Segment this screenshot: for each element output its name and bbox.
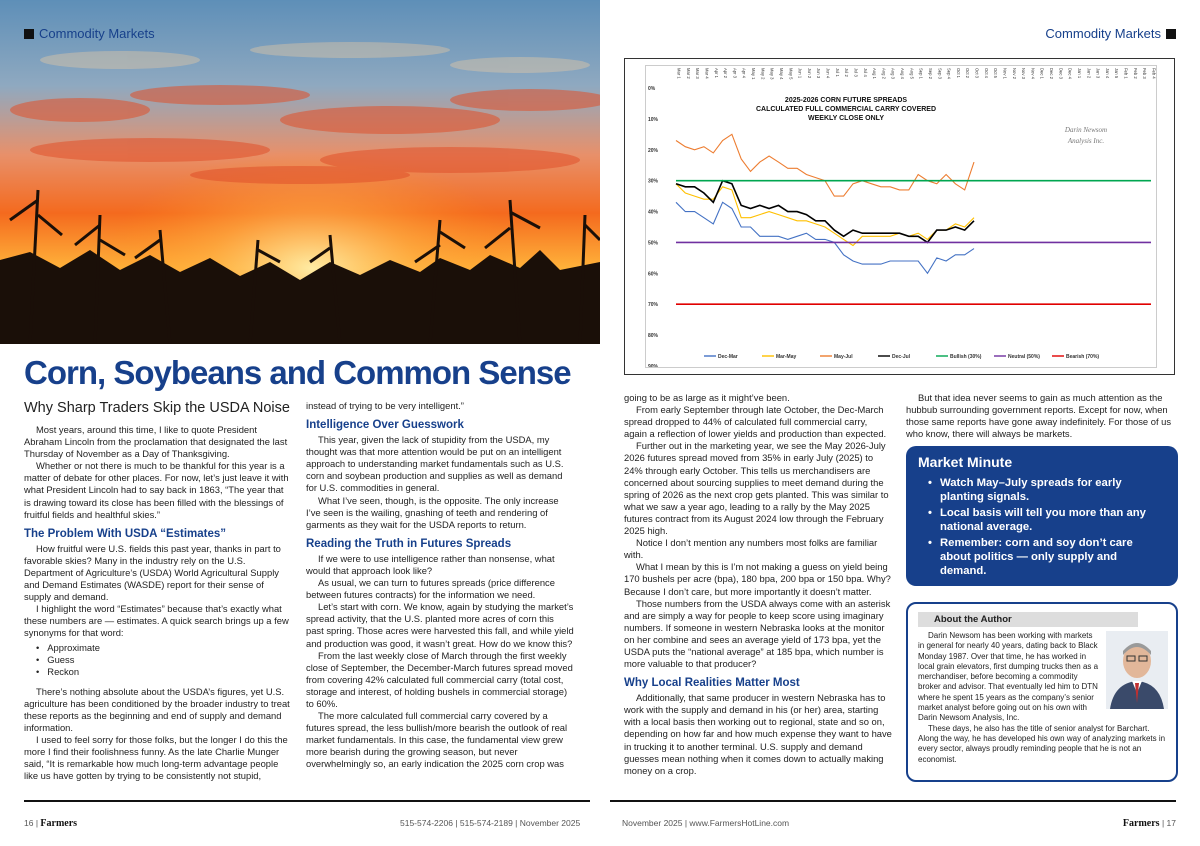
x-tick-label: Jul 2 [844,68,850,77]
x-tick-label: May 2 [760,68,766,80]
x-tick-label: Oct 1 [955,68,961,79]
section-heading: The Problem With USDA “Estimates” [24,527,227,540]
legend-label: Dec-Jul [892,354,911,360]
y-tick-label: 80% [648,333,659,340]
chart-title: 2025-2026 CORN FUTURE SPREADS [784,97,908,104]
article-column-4 [906,392,1178,440]
chart-title: WEEKLY CLOSE ONLY [808,115,884,122]
x-tick-label: Feb 1 [1123,68,1129,79]
section-heading: Intelligence Over Guesswork [306,419,464,432]
market-minute-list [918,476,1166,578]
footer-phones: 515-574-2206 | 515-574-2189 | November 2025 [400,818,581,828]
paragraph: Let’s start with corn. We know, again by studying the market’s spread activity, that the U.S. planted more acres of corn this past spring. Those acres were harvested this fall, and while yield and production was good, it wasn’t great. How do we know this? [306,601,574,649]
x-tick-label: Aug 2 [881,68,887,79]
paragraph: Whether or not there is much to be thankful for this year is a matter of debate for other places. For now, let’s just leave it with what President Lincoln had to say back in 1863, “The year that is drawing toward its close has been filled with the blessings of fruitful fields and healthful skies.” [24,460,289,520]
footer-right: Farmers | 17 [1122,818,1176,829]
paragraph: But that idea never seems to gain as much attention as the hubbub surrounding government reports. Except for now, when those same reports have gone away indefinitely. For those of us who know, there will always be markets. [906,392,1172,440]
list-item: • Local basis will tell you more than any national average. [918,506,1166,534]
y-tick-label: 70% [648,302,659,309]
paragraph: I highlight the word “Estimates” because that’s exactly what these numbers are — estimates. A quick search brings up a few synonyms for that word: [24,603,289,639]
paragraph: Those numbers from the USDA always come with an asterisk and are simply a way for people to keep score using imaginary numbers. If someone in western Nebraska looks at the monitor on her combine and sees an average yield of 173 bpa, yet the USDA puts the “national average” at 185 bpa, which number is more valuable to that producer? [624,597,891,670]
x-tick-label: Nov 3 [1021,68,1027,79]
x-tick-label: Feb 2 [1132,68,1138,79]
x-tick-label: Nov 1 [1002,68,1008,79]
paragraph: There’s nothing absolute about the USDA’s figures, yet U.S. agriculture has been conditioned by the broader industry to treat these reports as the beginning and end of supply and demand information. [24,685,290,734]
x-tick-label: Feb 3 [1142,68,1148,79]
x-tick-label: Mar 2 [685,68,691,79]
y-tick-label: 90% [648,364,659,367]
legend-label: May-Jul [834,354,853,360]
x-tick-label: Nov 2 [1011,68,1017,79]
y-tick-label: 10% [648,116,659,123]
paragraph: What I’ve seen, though, is the opposite. The only increase I’ve seen is the wailing, gnashing of teeth and rendering of garments as they wait for the USDA reports to return. [306,494,559,530]
section-label: Commodity Markets [1045,26,1161,41]
paragraph: If we were to use intelligence rather than nonsense, what would that approach look like? [306,552,555,576]
section-heading: Reading the Truth in Futures Spreads [306,537,512,550]
legend-label: Dec-Mar [718,354,738,360]
y-tick-label: 40% [648,209,659,216]
paragraph: From the last weekly close of March through the first weekly close of September, the December-March futures spread moved from covering 42% calculated full commercial carry (total cost, storage and interest, of holding bushels in commercial storage) to 60%. [306,649,573,709]
paragraph: As usual, we can turn to futures spreads (price difference between futures contracts) for the information we need. [306,577,555,601]
x-tick-label: Sep 4 [946,68,952,79]
legend-label: Bullish (30%) [950,354,982,360]
list-item: • Watch May–July spreads for early planting signals. [918,476,1166,504]
square-icon [1166,29,1176,39]
x-tick-label: Jul 4 [862,68,868,77]
x-tick-label: Jan 1 [1076,68,1082,79]
x-tick-label: May 1 [751,68,757,80]
paragraph: From early September through late October, the Dec-March spread dropped to 44% of calculated full commercial carry, again a reflection of lower yields and production than expected. [624,404,887,440]
square-icon [24,29,34,39]
market-minute-box [906,446,1178,586]
x-tick-label: Oct 4 [983,68,989,79]
x-tick-label: Jun 2 [806,68,812,79]
x-tick-label: Apr 3 [732,68,738,79]
x-tick-label: Jul 1 [834,68,840,77]
x-tick-label: Oct 3 [974,68,980,79]
x-tick-label: Dec 2 [1049,68,1055,79]
paragraph: I used to feel sorry for those folks, but the longer I do this the more I find their foolishness funny. As the late Charlie Munger said, “It is remarkable how much long-term advantage people like us have gotten by trying to be consistently not stupid, [24,734,288,782]
series-line [676,184,974,246]
x-tick-label: Apr 1 [713,68,719,79]
x-tick-label: Nov 4 [1030,68,1036,79]
y-tick-label: 30% [648,178,659,185]
sunset-cornfield-illustration [0,0,600,344]
legend-label: Bearish (70%) [1066,354,1100,360]
x-tick-label: Dec 1 [1039,68,1045,79]
chart-watermark: Darin Newsom [1064,126,1108,134]
article-subtitle: Why Sharp Traders Skip the USDA Noise [24,400,290,416]
paragraph: Most years, around this time, I like to quote President Abraham Lincoln from the proclamation that designated the last Thursday of November as a Day of Thanksgiving. [24,424,288,460]
article-column-3 [624,392,892,777]
x-tick-label: Feb 4 [1151,68,1156,79]
about-author-box [906,602,1178,782]
paragraph: How fruitful were U.S. fields this past year, thanks in part to favorable skies? Many in the industry rely on the U.S. Department of Agriculture’s (USDA) World Agricultural Supply and Demand Estimates (WASDE) report for their sense of supply and demand. [24,542,281,603]
x-tick-label: Jun 4 [825,68,831,79]
list-item: • Reckon [36,666,292,678]
x-tick-label: Dec 3 [1058,68,1064,79]
article-column-1 [24,424,292,783]
x-tick-label: Aug 1 [872,68,878,79]
x-tick-label: Mar 3 [695,68,701,79]
paragraph: going to be as large as it might’ve been. [624,392,790,403]
market-minute-title: Market Minute [918,454,1013,470]
chart-svg [646,66,1156,367]
paragraph: instead of trying to be very intelligent.” [306,400,464,411]
footer-left: 16 | Farmers [24,818,78,829]
paragraph: These days, he also has the title of senior analyst for Barchart. Along the way, he has developed his own way of analyzing markets in every sector, always proudly reminding people that he is not an economist. [918,723,1166,764]
publication-logo: Farmers [40,818,78,829]
paragraph: Additionally, that same producer in western Nebraska has to work with the supply and demand in his (or her) area, starting with a local basis then working out to regional, state and so on, depending on how far and how much expense they want to have in trucking it to another terminal. U.S. supply and demand guesses mean nothing when it comes down to actually making money on a crop. [624,692,892,776]
chart-title: CALCULATED FULL COMMERCIAL CARRY COVERED [755,106,937,113]
x-tick-label: Apr 2 [723,68,729,79]
x-tick-label: Sep 1 [918,68,924,79]
x-tick-label: Jun 1 [797,68,803,79]
x-tick-label: May 5 [788,68,794,80]
x-tick-label: Oct 5 [993,68,999,79]
x-tick-label: Jun 3 [816,68,822,79]
about-text [918,631,1166,765]
footer-site: November 2025 | www.FarmersHotLine.com [622,818,790,828]
x-tick-label: Jan 4 [1104,68,1110,79]
x-tick-label: Jan 5 [1114,68,1120,79]
paragraph: Darin Newsom has been working with markets in general for nearly 40 years, dating back to Black Monday 1987. Over that time, he has worked in local grain elevators, first dumping trucks then as a merchandiser, before becoming a commodity broker and advisor. That eventually led him to DTN where he spent 15 years as the company’s senior market analyst before going out on his own with Darin Newsom Analysis, Inc. [918,631,1099,723]
footer-rule [610,800,1176,802]
paragraph: Further out in the marketing year, we see the May 2026-July 2026 futures spread moved from 35% in early July (2025) to 24% through early October. This tells us merchandisers are concerned about sourcing supplies to meet demand during the spring of 2026 as the next crop gets planted. This was similar to what we saw a year ago, leading to a rally by the May 2025 futures contract from its August 2024 low through the February 2025 high. [624,440,889,537]
article-column-2 [306,400,574,771]
list-item: • Remember: corn and soy don’t care about politics — only supply and demand. [918,536,1166,578]
x-tick-label: Jul 3 [853,68,859,77]
list-item: • Guess [36,654,292,666]
x-tick-label: Apr 4 [741,68,747,79]
publication-logo: Farmers [1122,818,1160,829]
paragraph: What I mean by this is I’m not making a guess on yield being 170 bushels per acre (bpa), 180 bpa, 200 bpa or 150 bpa. Why? Because I don’t care, but more importantly it doesn’t matter. [624,561,891,597]
x-tick-label: Dec 4 [1067,68,1073,79]
legend-label: Mar-May [776,354,797,360]
page-number: 16 [24,818,34,828]
y-tick-label: 20% [648,147,659,154]
x-tick-label: Jan 2 [1086,68,1092,79]
x-tick-label: Mar 1 [676,68,682,79]
x-tick-label: Oct 2 [965,68,971,79]
paragraph: The more calculated full commercial carry covered by a futures spread, the less bullish/more bearish the outlook of real market fundamentals. In this case, the fundamental view grew more bearish during the growing season, but never overwhelmingly so, an early indication the 2025 corn crop was [306,710,568,770]
y-tick-label: 50% [648,240,659,247]
chart-watermark: Analysis Inc. [1067,137,1105,145]
footer-rule [24,800,590,802]
hero-image-sunset-cornfield [0,0,600,344]
section-tag-left [24,26,155,41]
x-tick-label: Aug 4 [900,68,906,79]
x-tick-label: Sep 2 [927,68,933,79]
x-tick-label: Mar 4 [704,68,710,79]
x-tick-label: Aug 3 [890,68,896,79]
article-title: Corn, Soybeans and Common Sense [24,354,571,391]
paragraph: Notice I don’t mention any numbers most folks are familiar with. [624,537,878,561]
x-tick-label: May 3 [769,68,775,80]
corn-spreads-chart [624,58,1175,375]
section-heading: Why Local Realities Matter Most [624,677,800,690]
y-tick-label: 0% [648,86,656,92]
x-tick-label: May 4 [778,68,784,80]
chart-plot-frame [645,65,1157,368]
section-label: Commodity Markets [39,26,155,41]
list-item: • Approximate [36,642,292,654]
x-tick-label: Jan 3 [1095,68,1101,79]
page-number: 17 [1166,818,1176,828]
synonym-list [36,642,292,678]
y-tick-label: 60% [648,271,659,278]
x-tick-label: Aug 5 [909,68,915,79]
author-photo [1106,631,1168,709]
paragraph: This year, given the lack of stupidity from the USDA, my thought was that more attention would be put on an intelligent approach to understanding market fundamentals such as U.S. corn and soybean production and supplies as well as demand for U.S. commodities in general. [306,434,564,494]
legend-label: Neutral (50%) [1008,354,1040,360]
x-tick-label: Sep 3 [937,68,943,79]
section-tag-right [1045,26,1176,41]
about-heading: About the Author [918,612,1138,627]
